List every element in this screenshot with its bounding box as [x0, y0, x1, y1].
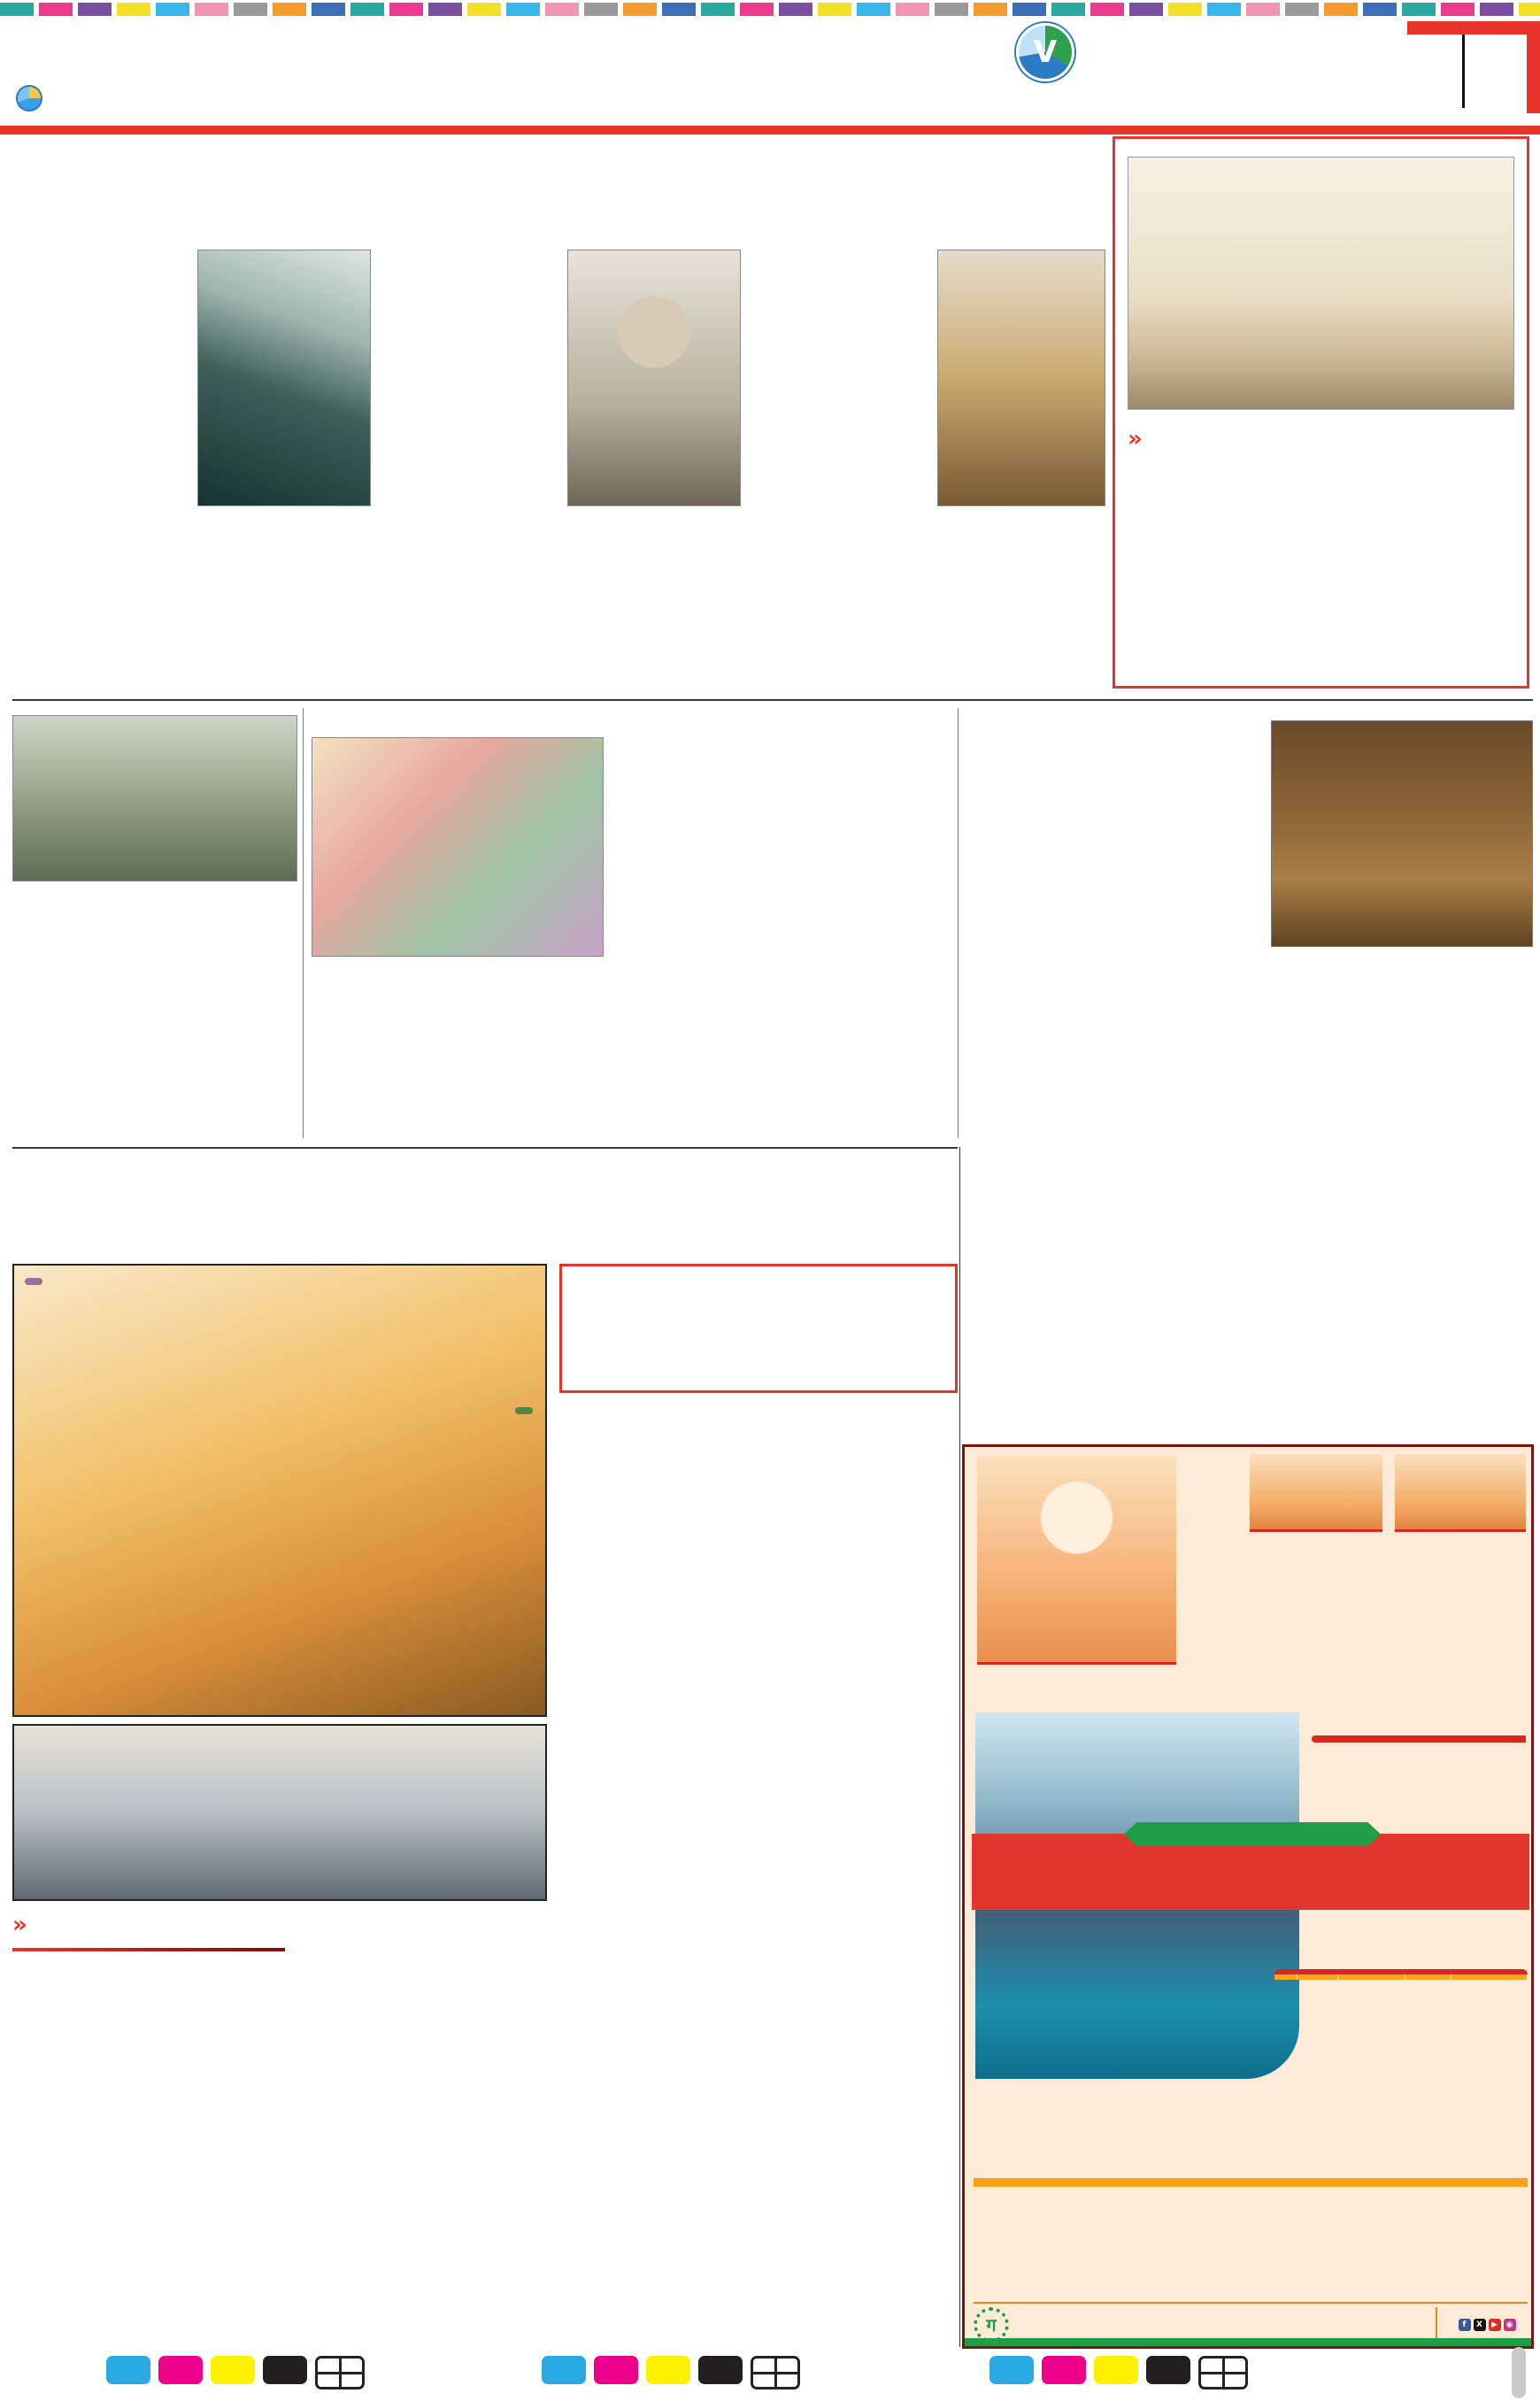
nutrition-row [312, 737, 952, 957]
column-header [1338, 1974, 1405, 1980]
youtube-icon: ▶ [1489, 2319, 1501, 2331]
lead-article-row [12, 250, 1105, 506]
follow-block [1446, 2317, 1528, 2333]
column-header [1297, 1974, 1338, 1980]
trader-body-mid [559, 1404, 958, 1896]
explosives-seizure-image [12, 715, 297, 881]
nutrition-article [312, 704, 952, 1045]
ad-offer-block [1312, 1735, 1526, 1757]
gst-conclave-dais-image [12, 1724, 547, 1901]
corner-decoration-side [1527, 21, 1540, 113]
plots-table [1274, 1969, 1528, 1980]
meeting-room-image [1271, 720, 1533, 947]
registration-marks [542, 2356, 800, 2384]
section-divider [12, 1147, 958, 1149]
column-rule [959, 1147, 960, 2347]
minister-body [1128, 419, 1514, 620]
instagram-icon: ◉ [1504, 2319, 1516, 2331]
minister-saini-photo [1395, 1454, 1526, 1532]
brand-block [1016, 23, 1085, 81]
trader-body-b [296, 1910, 958, 2384]
scroll-tab-decoration [1512, 2347, 1526, 2398]
ad-bottom-bar [965, 2338, 1531, 2346]
executive-portrait-image [567, 250, 741, 506]
gnida-logo-icon: ग [974, 2307, 1009, 2343]
ad-slogans [1179, 1587, 1526, 1589]
police-article [12, 708, 297, 1066]
photo-banner-text [25, 1278, 42, 1285]
plots-table-header [1274, 1974, 1528, 1980]
page-number-divider [1462, 30, 1465, 108]
vishwavarta-logo-icon: V [1016, 23, 1074, 81]
gnida-advertisement [962, 1444, 1534, 2349]
footer-divider [1436, 2307, 1437, 2343]
salient-features-ribbon [1124, 1822, 1381, 1846]
masthead-rule [0, 126, 1540, 135]
trader-body-a [12, 2074, 285, 2384]
facebook-icon: f [1459, 2319, 1471, 2331]
minister-nandi-block [1250, 1454, 1382, 1535]
gomti-row [965, 720, 1533, 947]
column-header [1451, 1974, 1528, 1980]
registration-marks [989, 2356, 1248, 2384]
registration-marks [106, 2356, 365, 2384]
poshan-pathshala-image [312, 737, 604, 957]
tnv-overlay [198, 367, 370, 373]
photo-banner-text [515, 1407, 533, 1414]
minister-saini-block [1395, 1454, 1526, 1535]
minister-nandi-photo [1250, 1454, 1382, 1532]
column-rule [958, 708, 959, 1138]
column-header [1274, 1974, 1297, 1980]
ad-footer [974, 2302, 1528, 2343]
column-header [1405, 1974, 1451, 1980]
quote-underline [12, 1948, 285, 1951]
ad-timeline [974, 2228, 1528, 2279]
website-url [16, 85, 57, 112]
nutrition-body-b [312, 964, 952, 1045]
column-rule [303, 708, 304, 1138]
globe-icon [16, 85, 42, 112]
quote-mark-icon: » [12, 1912, 27, 1938]
yogi-adityanath-photo [977, 1456, 1176, 1665]
x-twitter-icon: X [1474, 2319, 1486, 2331]
ad-note-strip [974, 2178, 1528, 2187]
social-icons [1446, 2319, 1528, 2331]
lead-column-1 [12, 250, 186, 506]
ad-terms-paragraphs [974, 1918, 1266, 1924]
lead-column-3 [752, 250, 926, 506]
quote-mark-icon: » [1128, 426, 1143, 452]
gomti-column-1 [965, 720, 1175, 947]
police-body [12, 889, 297, 1066]
office-desk-image [937, 250, 1105, 506]
lead-body-columns [12, 513, 1105, 687]
gomti-inset-column [1184, 720, 1262, 947]
section-divider [12, 699, 1533, 701]
gomti-body-b [965, 956, 1533, 1335]
print-color-bar-top [0, 3, 1540, 16]
minister-pull-quote [1128, 424, 1315, 455]
gomti-article [965, 712, 1533, 1335]
lead-column-2 [382, 250, 556, 506]
tnv-building-image [197, 250, 371, 506]
offer-tag [1312, 1735, 1526, 1743]
trader-pull-quote [12, 1910, 285, 1951]
minister-article [1113, 136, 1529, 689]
nutrition-body-a [615, 737, 952, 957]
gst-conclave-award-image [12, 1264, 547, 1717]
corner-decoration-top [1407, 21, 1540, 35]
khanna-box-article [559, 1264, 958, 1393]
minister-group-photo [1128, 157, 1514, 410]
